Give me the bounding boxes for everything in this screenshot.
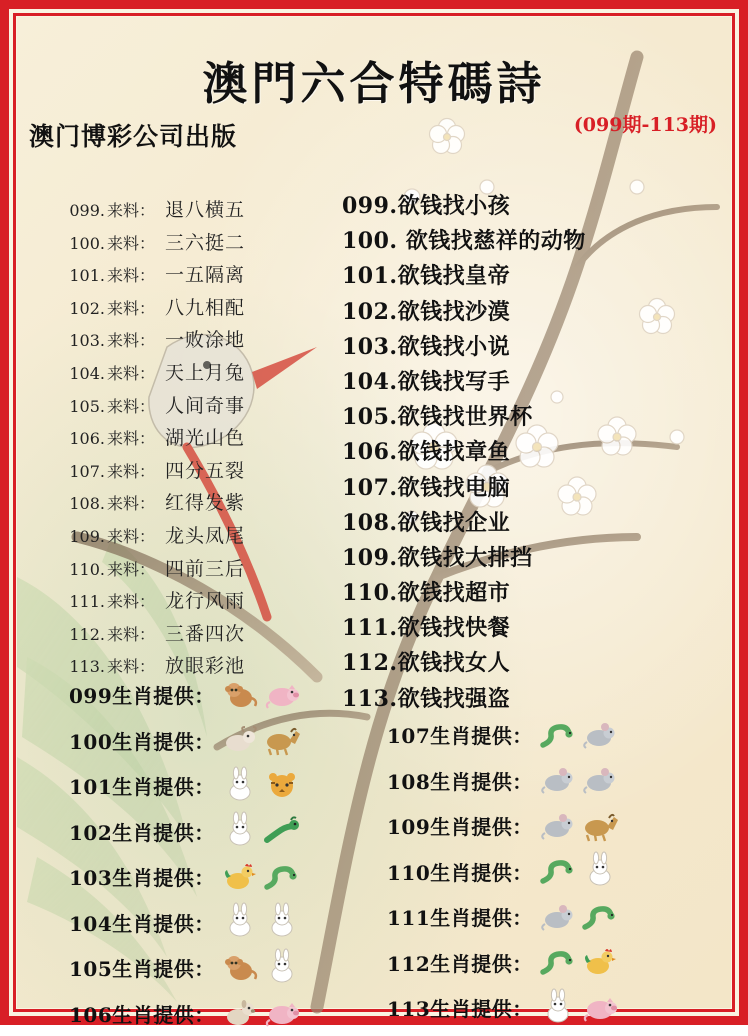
item-label: 来料： [107, 296, 155, 319]
zodiac-label: 100生肖提供： [69, 726, 215, 755]
zodiac-icons [539, 718, 623, 752]
list-item [67, 195, 317, 228]
list-item [67, 619, 317, 652]
horse-icon [263, 723, 301, 757]
list-item: 103.欲钱找小说 [342, 330, 722, 365]
zodiac-row [387, 894, 717, 940]
list-item: 104.欲钱找写手 [342, 365, 722, 400]
item-number: 103. [67, 331, 105, 350]
item-value: 红得发紫 [165, 488, 245, 515]
item-label: 来料： [107, 589, 155, 612]
list-item: 105.欲钱找世界杯 [342, 400, 722, 435]
rat-icon [539, 763, 577, 797]
list-item [67, 554, 317, 587]
list-item: 107.欲钱找电脑 [342, 471, 722, 506]
item-number: 113. [67, 657, 105, 676]
item-number: 112. [67, 625, 105, 644]
list-item [67, 586, 317, 619]
item-label: 来料： [107, 622, 155, 645]
item-number: 111. [67, 592, 105, 611]
item-label: 来料： [107, 426, 155, 449]
item-number: 102. [67, 299, 105, 318]
list-item: 101.欲钱找皇帝 [342, 259, 722, 294]
list-item [67, 521, 317, 554]
rat-icon [581, 763, 619, 797]
zodiac-icons [221, 860, 305, 894]
item-label: 来料： [107, 491, 155, 514]
item-value: 龙行风雨 [165, 586, 245, 613]
zodiac-row [387, 849, 717, 895]
item-value: 四前三后 [165, 554, 245, 581]
item-value: 三番四次 [165, 619, 245, 646]
item-number: 110. [67, 560, 105, 579]
zodiac-row [69, 945, 369, 991]
item-label: 来料： [107, 459, 155, 482]
rooster-icon [581, 945, 619, 979]
item-label: 来料： [107, 231, 155, 254]
item-value: 龙头凤尾 [165, 521, 245, 548]
zodiac-row [387, 758, 717, 804]
left-riddle-list [67, 195, 317, 684]
ox-icon [221, 723, 259, 757]
rooster-icon [221, 860, 259, 894]
item-label: 来料： [107, 394, 155, 417]
zodiac-icons [221, 996, 305, 1030]
dog-icon [221, 996, 259, 1030]
list-item: 102.欲钱找沙漠 [342, 295, 722, 330]
item-value: 天上月兔 [165, 358, 245, 385]
list-item: 109.欲钱找大排挡 [342, 541, 722, 576]
zodiac-icons [539, 809, 623, 843]
zodiac-icons [221, 951, 305, 985]
zodiac-label: 112生肖提供： [387, 948, 533, 977]
item-value: 放眼彩池 [165, 651, 245, 678]
rabbit-icon [221, 769, 259, 803]
list-item: 113.欲钱找强盗 [342, 682, 722, 717]
zodiac-label: 113生肖提供： [387, 993, 533, 1022]
list-item [67, 358, 317, 391]
item-value: 一五隔离 [165, 260, 245, 287]
zodiac-row [69, 763, 369, 809]
zodiac-label: 111生肖提供： [387, 902, 533, 931]
zodiac-label: 107生肖提供： [387, 720, 533, 749]
zodiac-row [387, 940, 717, 986]
list-item: 112.欲钱找女人 [342, 646, 722, 681]
rabbit-icon [263, 905, 301, 939]
zodiac-row [69, 854, 369, 900]
list-item [67, 228, 317, 261]
item-label: 来料： [107, 654, 155, 677]
item-value: 退八横五 [165, 195, 245, 222]
zodiac-icons [221, 905, 305, 939]
zodiac-icons [539, 991, 623, 1025]
page-title: 澳門六合特碼詩 [17, 47, 731, 112]
zodiac-label: 102生肖提供： [69, 817, 215, 846]
zodiac-label: 110生肖提供： [387, 857, 533, 886]
list-item: 106.欲钱找章鱼 [342, 435, 722, 470]
zodiac-row [69, 900, 369, 946]
zodiac-label: 108生肖提供： [387, 766, 533, 795]
item-number: 101. [67, 266, 105, 285]
item-value: 四分五裂 [165, 456, 245, 483]
zodiac-icons [539, 900, 623, 934]
zodiac-label: 099生肖提供： [69, 680, 215, 709]
item-label: 来料： [107, 524, 155, 547]
rat-icon [539, 809, 577, 843]
zodiac-label: 106生肖提供： [69, 999, 215, 1028]
item-number: 099. [67, 201, 105, 220]
monkey-icon [221, 951, 259, 985]
zodiac-row [69, 809, 369, 855]
tiger-icon [263, 769, 301, 803]
zodiac-icons [539, 854, 623, 888]
zodiac-row [387, 803, 717, 849]
zodiac-row [69, 991, 369, 1036]
item-label: 来料： [107, 328, 155, 351]
item-number: 108. [67, 494, 105, 513]
list-item: 110.欲钱找超市 [342, 576, 722, 611]
rat-icon [581, 718, 619, 752]
dragon-icon [263, 814, 301, 848]
item-label: 来料： [107, 198, 155, 221]
item-number: 105. [67, 397, 105, 416]
pig-icon [581, 991, 619, 1025]
list-item: 108.欲钱找企业 [342, 506, 722, 541]
rabbit-icon [221, 814, 259, 848]
zodiac-label: 109生肖提供： [387, 811, 533, 840]
zodiac-row [69, 672, 369, 718]
list-item [67, 293, 317, 326]
issue-range-label: (099期-113期) [574, 110, 717, 137]
paper-surface [17, 17, 731, 1008]
item-value: 三六挺二 [165, 228, 245, 255]
list-item: 111.欲钱找快餐 [342, 611, 722, 646]
snake-icon [539, 718, 577, 752]
rat-icon [539, 900, 577, 934]
zodiac-right-block [387, 712, 717, 1031]
zodiac-icons [539, 945, 623, 979]
right-riddle-list [342, 189, 722, 717]
item-number: 100. [67, 234, 105, 253]
list-item [67, 260, 317, 293]
list-item [67, 325, 317, 358]
item-label: 来料： [107, 263, 155, 286]
item-value: 一败涂地 [165, 325, 245, 352]
pig-icon [263, 678, 301, 712]
item-value: 人间奇事 [165, 391, 245, 418]
zodiac-icons [539, 763, 623, 797]
snake-icon [539, 945, 577, 979]
zodiac-label: 104生肖提供： [69, 908, 215, 937]
list-item [67, 456, 317, 489]
snake-icon [263, 860, 301, 894]
list-item [67, 423, 317, 456]
zodiac-icons [221, 678, 305, 712]
snake-icon [581, 900, 619, 934]
item-label: 来料： [107, 361, 155, 384]
zodiac-label: 105生肖提供： [69, 953, 215, 982]
zodiac-left-block [69, 672, 369, 1036]
zodiac-icons [221, 814, 305, 848]
publisher-label: 澳门博彩公司出版 [29, 117, 237, 153]
list-item [67, 488, 317, 521]
horse-icon [581, 809, 619, 843]
zodiac-row [69, 718, 369, 764]
pig-icon [263, 996, 301, 1030]
item-value: 湖光山色 [165, 423, 245, 450]
item-label: 来料： [107, 557, 155, 580]
zodiac-label: 101生肖提供： [69, 771, 215, 800]
item-number: 106. [67, 429, 105, 448]
zodiac-icons [221, 769, 305, 803]
list-item [67, 391, 317, 424]
item-number: 107. [67, 462, 105, 481]
zodiac-row [387, 712, 717, 758]
rabbit-icon [581, 854, 619, 888]
item-number: 104. [67, 364, 105, 383]
rabbit-icon [263, 951, 301, 985]
rabbit-icon [221, 905, 259, 939]
snake-icon [539, 854, 577, 888]
monkey-icon [221, 678, 259, 712]
zodiac-row [387, 985, 717, 1031]
item-number: 109. [67, 527, 105, 546]
rabbit-icon [539, 991, 577, 1025]
zodiac-label: 103生肖提供： [69, 862, 215, 891]
list-item: 100. 欲钱找慈祥的动物 [342, 224, 722, 259]
item-value: 八九相配 [165, 293, 245, 320]
list-item: 099.欲钱找小孩 [342, 189, 722, 224]
zodiac-icons [221, 723, 305, 757]
